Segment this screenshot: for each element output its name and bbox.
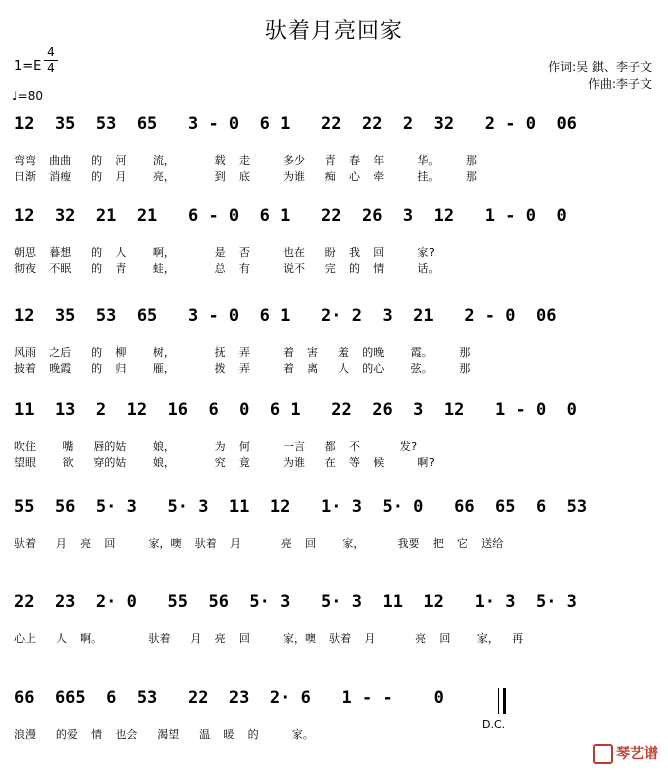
lyric-row-4-verse-2: 望眼 欲 穿的姑 娘， 究 竟 为谁 在 等 候 啊?: [14, 456, 436, 469]
lyric-row-5: 驮着 月 亮 回 家，噢 驮着 月 亮 回 家， 我要 把 它 送给: [14, 537, 504, 550]
song-title: 驮着月亮回家: [264, 19, 403, 44]
lyric-row-6: 心上 人 啊。 驮着 月 亮 回 家，噢 驮着 月 亮 回 家， 再: [14, 632, 524, 645]
notes-row-1: 12 35 53 65 3 - 0 6 1 22 22 2 32 2 - 0 06: [14, 114, 577, 134]
time-signature-top: 4: [47, 45, 55, 59]
lyric-row-2-verse-2: 彻夜 不眠 的 青 蛙， 总 有 说不 完 的 情 话。: [14, 262, 440, 275]
lyricist-credit: 作词:吴 錤、李子文: [548, 60, 652, 74]
time-signature-bottom: 4: [47, 61, 55, 75]
lyric-row-1-verse-1: 弯弯 曲曲 的 河 流， 载 走 多少 青 春 年 华。 那: [14, 154, 477, 167]
lyric-row-3-verse-1: 风雨 之后 的 柳 树， 抚 弄 着 害 羞 的晚 霞。 那: [14, 346, 471, 359]
score-row-1: [14, 114, 654, 184]
notes-row-3: 12 35 53 65 3 - 0 6 1 2· 2 3 21 2 - 0 06: [14, 306, 557, 326]
watermark-logo: [593, 743, 658, 764]
notes-row-4: 11 13 2 12 16 6 0 6 1 22 26 3 12 1 - 0 0: [14, 400, 577, 420]
lyric-row-4-verse-1: 吹住 嘴 唇的姑 娘， 为 何 一言 都 不 发?: [14, 440, 418, 453]
notes-row-7: 66 665 6 53 22 23 2· 6 1 - - 0: [14, 688, 444, 708]
logo-text: 琴艺谱: [616, 746, 658, 762]
tempo-marking: ♩=80: [12, 89, 43, 103]
notes-row-5: 55 56 5· 3 5· 3 11 12 1· 3 5· 0 66 65 6 53: [14, 497, 588, 517]
score-row-2: [14, 206, 654, 276]
notes-row-6: 22 23 2· 0 55 56 5· 3 5· 3 11 12 1· 3 5· 3: [14, 592, 577, 612]
lyric-row-7: 浪漫 的爱 情 也会 渴望 温 暖 的 家。: [14, 728, 314, 741]
lyric-row-3-verse-2: 披着 晚霞 的 归 雁， 拨 弄 着 离 人 的心 弦。 那: [14, 362, 471, 375]
logo-icon: [593, 744, 613, 764]
key-signature: 1=E: [14, 59, 42, 74]
final-barline: [498, 688, 506, 714]
lyric-row-1-verse-2: 日渐 消瘦 的 月 亮， 到 底 为谁 痴 心 牵 挂。 那: [14, 170, 477, 183]
score-row-6: [14, 592, 654, 645]
time-signature: [44, 46, 58, 75]
composer-credit: 作曲:李子文: [587, 77, 652, 91]
da-capo-marking: D.C.: [482, 718, 506, 731]
score-row-3: [14, 306, 654, 376]
score-row-7: [14, 688, 654, 741]
score-row-4: [14, 400, 654, 470]
score-row-5: [14, 497, 654, 550]
notes-row-2: 12 32 21 21 6 - 0 6 1 22 26 3 12 1 - 0 0: [14, 206, 567, 226]
lyric-row-2-verse-1: 朝思 暮想 的 人 啊， 是 否 也在 盼 我 回 家?: [14, 246, 436, 259]
